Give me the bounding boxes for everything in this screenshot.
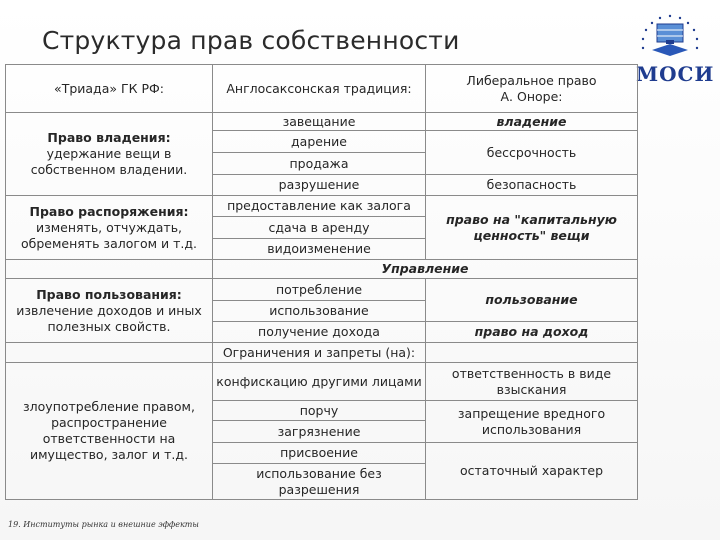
cell-disposal xyxy=(6,196,213,260)
table-header-row xyxy=(6,65,638,113)
cell-gift: дарение xyxy=(213,131,426,153)
cell-harmful-use-ban: запрещение вредного использования xyxy=(426,401,638,443)
footnote: 19. Институты рынка и внешние эффекты xyxy=(8,520,199,529)
header-honore-line2: А. Оноре: xyxy=(500,88,563,104)
cell-capital-value: право на "капитальную ценность" вещи xyxy=(426,196,638,260)
cell-possession xyxy=(6,113,213,196)
table-row xyxy=(6,113,638,131)
property-rights-table xyxy=(5,64,638,500)
cell-use xyxy=(6,279,213,343)
cell-will: завещание xyxy=(213,113,426,131)
cell-restrictions: Ограничения и запреты (на): xyxy=(213,343,426,363)
cell-liability: ответственность в виде взыскания xyxy=(426,363,638,401)
cell-pollution: загрязнение xyxy=(213,421,426,443)
cell-perpetuity: бессрочность xyxy=(426,131,638,175)
cell-honore-income: право на доход xyxy=(426,322,638,343)
cell-destruction: разрушение xyxy=(213,175,426,196)
cell-damage: порчу xyxy=(213,401,426,421)
disposal-desc: изменять, отчуждать, обременять залогом и т.д. xyxy=(21,219,197,251)
logo-text: МОСИ xyxy=(636,62,715,86)
cell-appropriation: присвоение xyxy=(213,443,426,464)
cell-sale: продажа xyxy=(213,153,426,175)
cell-modification: видоизменение xyxy=(213,239,426,260)
table-row xyxy=(6,196,638,217)
cell-empty-restrictions xyxy=(6,343,213,363)
header-anglo: Англосаксонская традиция: xyxy=(213,65,426,113)
cell-unauthorized-use: использование без разрешения xyxy=(213,464,426,500)
header-honore-line1: Либеральное право xyxy=(466,72,597,88)
possession-desc: удержание вещи в собственном владении. xyxy=(30,146,188,177)
cell-residuary: остаточный характер xyxy=(426,443,638,500)
cell-confiscation: конфискацию другими лицами xyxy=(213,363,426,401)
use-desc: извлечение доходов и иных полезных свойств. xyxy=(16,302,202,334)
cell-lease: сдача в аренду xyxy=(213,217,426,239)
table-row xyxy=(6,260,638,279)
table-row xyxy=(6,279,638,301)
slide-title: Структура прав собственности xyxy=(42,26,460,55)
possession-title: Право владения: xyxy=(47,130,171,145)
cell-income: получение дохода xyxy=(213,322,426,343)
table-row xyxy=(6,343,638,363)
cell-pledge: предоставление как залога xyxy=(213,196,426,217)
cell-security: безопасность xyxy=(426,175,638,196)
header-honore xyxy=(426,65,638,113)
cell-consumption: потребление xyxy=(213,279,426,301)
disposal-title: Право распоряжения: xyxy=(29,203,189,219)
cell-usage: использование xyxy=(213,301,426,322)
header-triad: «Триада» ГК РФ: xyxy=(6,65,213,113)
cell-abuse: злоупотребление правом, распространение ответственности на имущество, залог и т.д. xyxy=(6,363,213,500)
cell-honore-possession: владение xyxy=(426,113,638,131)
cell-honore-use: пользование xyxy=(426,279,638,322)
cell-empty-restrictions-right xyxy=(426,343,638,363)
table-row xyxy=(6,363,638,401)
cell-management: Управление xyxy=(213,260,638,279)
cell-empty-management xyxy=(6,260,213,279)
use-title: Право пользования: xyxy=(36,286,182,302)
